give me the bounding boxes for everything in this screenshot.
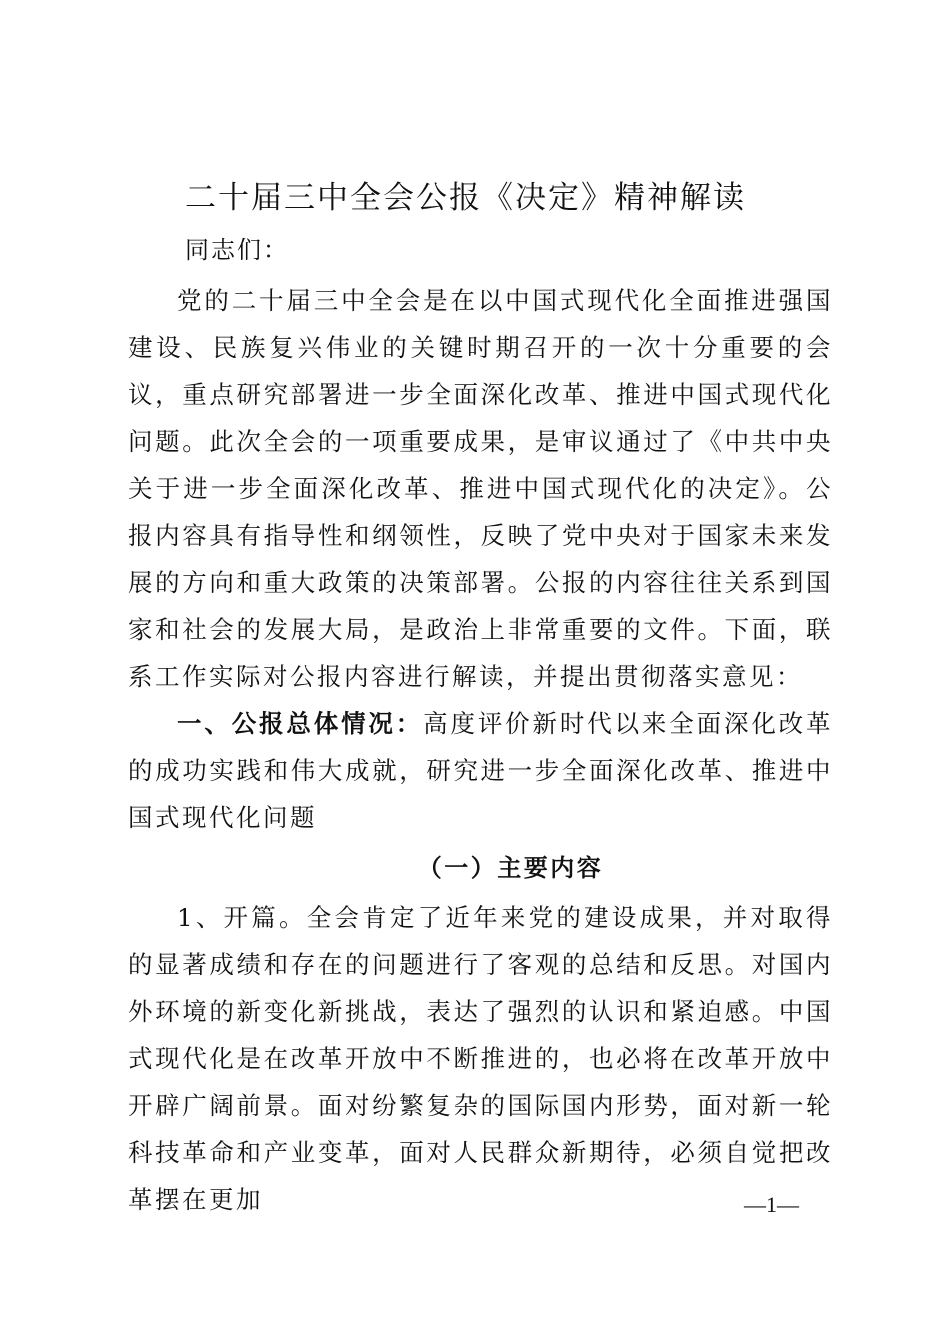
document-title: 二十届三中全会公报《决定》精神解读 (185, 180, 746, 216)
greeting: 同志们： (185, 236, 289, 264)
section-one-text: 高度评价新时代以来全面深化改革的成功实践和伟大成就，研究进一步全面深化改革、推进中国式现代化问题 (128, 709, 834, 832)
section-one-paragraph (128, 700, 833, 841)
section-one-heading: 一、公报总体情况： (177, 709, 424, 738)
document-body (128, 277, 833, 1223)
page-number: —1— (744, 1192, 799, 1217)
item-one-paragraph: 1、开篇。全会肯定了近年来党的建设成果，并对取得的显著成绩和存在的问题进行了客观的总结和反思。对国内外环境的新变化新挑战，表达了强烈的认识和紧迫感。中国式现代化是在改革开放中不断推进的，也必将在改革开放中开辟广阔前景。面对纷繁复杂的国际国内形势，面对新一轮科技革命和产业变革，面对人民群众新期待，必须自觉把改革摆在更加 (128, 903, 833, 1214)
subheading-main-content: （一）主要内容 (417, 853, 604, 882)
intro-paragraph: 党的二十届三中全会是在以中国式现代化全面推进强国建设、民族复兴伟业的关键时期召开的一次十分重要的会议，重点研究部署进一步全面深化改革、推进中国式现代化问题。此次全会的一项重要成果，是审议通过了《中共中央关于进一步全面深化改革、推进中国式现代化的决定》。公报内容具有指导性和纲领性，反映了党中央对于国家未来发展的方向和重大政策的决策部署。公报的内容往往关系到国家和社会的发展大局，是政治上非常重要的文件。下面，联系工作实际对公报内容进行解读，并提出贯彻落实意见： (128, 286, 833, 691)
